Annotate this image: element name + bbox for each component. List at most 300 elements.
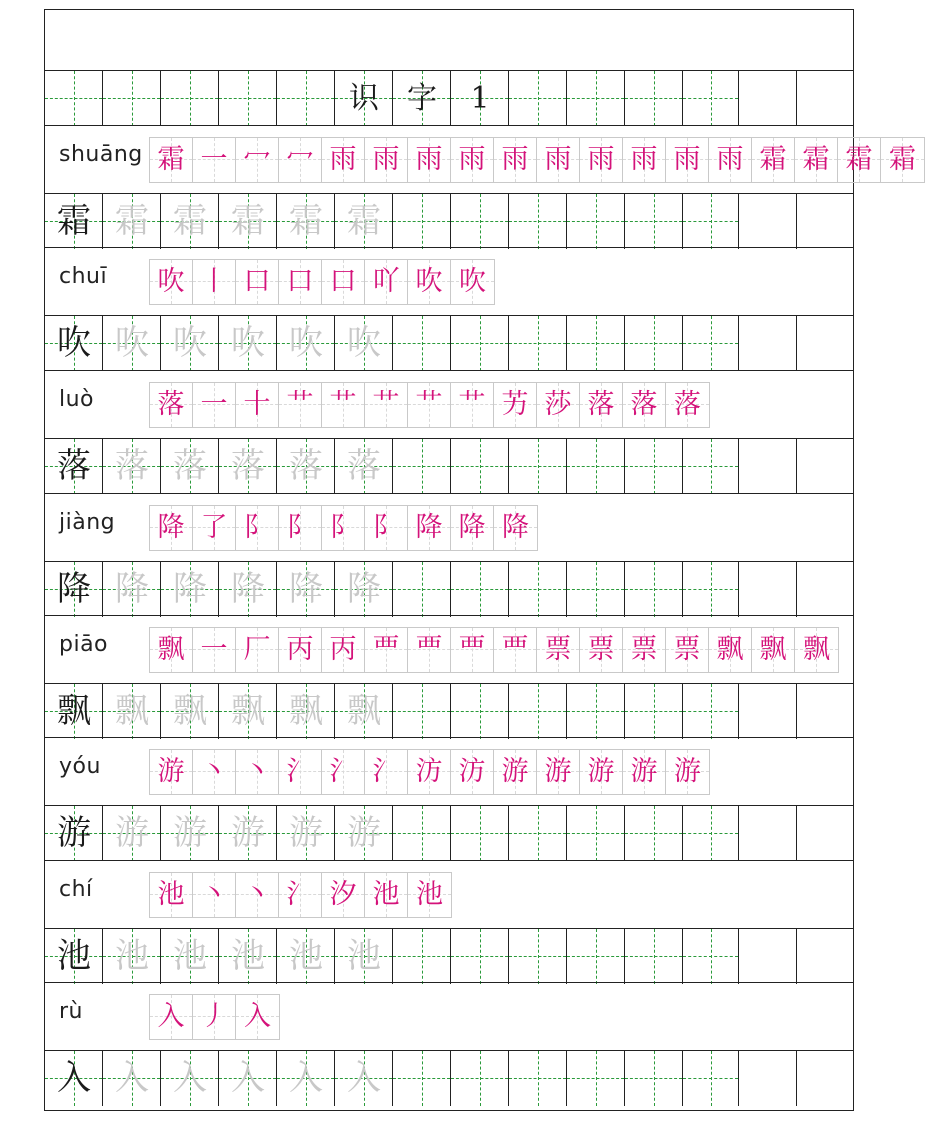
- grid-cell[interactable]: [567, 806, 625, 861]
- grid-cell[interactable]: [393, 194, 451, 249]
- stroke-step: [451, 506, 494, 550]
- stroke-step-char: 票: [630, 634, 658, 665]
- trace-char: 降: [115, 569, 149, 609]
- stroke-step-char: 票: [673, 634, 701, 665]
- grid-cell[interactable]: [451, 1051, 509, 1106]
- stroke-step-char: 入: [244, 1001, 271, 1032]
- grid-cell[interactable]: [797, 316, 855, 371]
- stroke-step-char: 雨: [630, 144, 658, 175]
- trace-char: 霜: [115, 201, 149, 241]
- guide-line: [654, 562, 655, 617]
- stroke-step: [236, 750, 279, 794]
- grid-cell[interactable]: [625, 562, 683, 617]
- stroke-step-char: 飘: [157, 634, 185, 665]
- stroke-step: [236, 995, 279, 1039]
- trace-char: 游: [347, 813, 381, 853]
- pinyin-label: yóu: [59, 754, 101, 779]
- stroke-step-char: 飘: [716, 634, 744, 665]
- stroke-step-char: 池: [372, 879, 400, 910]
- stroke-step-char: 丙: [286, 634, 314, 665]
- grid-cell[interactable]: [625, 439, 683, 494]
- stroke-order-strip: [149, 872, 452, 918]
- stroke-step: [150, 260, 193, 304]
- practice-row: [45, 1050, 853, 1105]
- grid-cell[interactable]: [625, 806, 683, 861]
- stroke-step: [365, 383, 408, 427]
- grid-cell[interactable]: [509, 439, 567, 494]
- grid-cell[interactable]: [683, 806, 739, 861]
- trace-char: 游: [115, 813, 149, 853]
- practice-row: [45, 928, 853, 983]
- title-char: 识: [349, 81, 379, 116]
- guide-line: [711, 71, 712, 126]
- grid-cell[interactable]: [797, 1051, 855, 1106]
- stroke-step-char: 阝: [286, 512, 314, 543]
- model-char: 降: [57, 569, 91, 609]
- trace-char: 吹: [231, 323, 265, 363]
- stroke-step: [494, 506, 537, 550]
- guide-line: [711, 562, 712, 617]
- guide-line: [422, 1051, 423, 1106]
- guide-line: [480, 684, 481, 739]
- stroke-step: [236, 506, 279, 550]
- grid-cell[interactable]: [797, 71, 855, 126]
- pinyin-label: shuāng: [59, 142, 143, 167]
- grid-cell[interactable]: [45, 71, 103, 126]
- grid-cell[interactable]: [567, 1051, 625, 1106]
- guide-line: [480, 439, 481, 494]
- stroke-step: [709, 628, 752, 672]
- grid-cell[interactable]: [739, 929, 797, 984]
- stroke-step-char: 池: [416, 879, 443, 910]
- guide-line: [538, 684, 539, 739]
- stroke-step: [408, 506, 451, 550]
- stroke-step-char: 降: [415, 512, 443, 543]
- stroke-step: [666, 628, 709, 672]
- guide-line: [711, 1051, 712, 1106]
- pinyin-label: chí: [59, 877, 93, 902]
- stroke-step: [666, 750, 709, 794]
- stroke-step: [709, 138, 752, 182]
- stroke-step-char: 吹: [459, 266, 486, 297]
- practice-row: [45, 193, 853, 248]
- title-char: 字: [407, 81, 437, 116]
- stroke-step-char: 丙: [329, 634, 357, 665]
- stroke-step: [494, 628, 537, 672]
- stroke-step: [451, 138, 494, 182]
- stroke-step-char: 口: [286, 266, 314, 297]
- stroke-step: [795, 138, 838, 182]
- guide-line: [596, 684, 597, 739]
- stroke-step-char: 十: [243, 389, 271, 420]
- stroke-step-char: 降: [458, 512, 486, 543]
- trace-char: 飘: [231, 691, 265, 731]
- trace-char: 池: [231, 936, 265, 976]
- guide-line: [654, 806, 655, 861]
- guide-line: [538, 1051, 539, 1106]
- stroke-step: [537, 750, 580, 794]
- grid-cell[interactable]: [683, 929, 739, 984]
- practice-row: [45, 315, 853, 370]
- worksheet: [44, 9, 916, 1111]
- grid-cell[interactable]: [739, 684, 797, 739]
- stroke-step: [193, 138, 236, 182]
- stroke-step-char: 霜: [845, 144, 873, 175]
- stroke-step-char: 落: [674, 389, 701, 420]
- stroke-step: [193, 506, 236, 550]
- stroke-step-char: 吖: [372, 266, 400, 297]
- grid-cell[interactable]: [683, 194, 739, 249]
- grid-cell[interactable]: [509, 316, 567, 371]
- stroke-order-strip: [149, 505, 538, 551]
- grid-cell[interactable]: [393, 806, 451, 861]
- trace-char: 吹: [347, 323, 381, 363]
- trace-char: 降: [289, 569, 323, 609]
- guide-line: [654, 439, 655, 494]
- model-char: 入: [57, 1058, 91, 1098]
- guide-line: [422, 806, 423, 861]
- grid-cell[interactable]: [451, 316, 509, 371]
- model-char: 霜: [57, 201, 91, 241]
- grid-cell[interactable]: [683, 316, 739, 371]
- grid-cell[interactable]: [451, 194, 509, 249]
- stroke-step-char: 入: [157, 1001, 185, 1032]
- model-char: 落: [57, 446, 91, 486]
- stroke-order-row: [45, 982, 853, 1050]
- trace-char: 飘: [115, 691, 149, 731]
- guide-line: [422, 562, 423, 617]
- guide-line: [596, 71, 597, 126]
- grid-cell[interactable]: [625, 316, 683, 371]
- grid-cell[interactable]: [451, 684, 509, 739]
- grid-cell[interactable]: [393, 316, 451, 371]
- stroke-step-char: 飘: [759, 634, 787, 665]
- stroke-step: [795, 628, 838, 672]
- grid-cell[interactable]: [161, 71, 219, 126]
- stroke-step: [537, 138, 580, 182]
- trace-char: 飘: [289, 691, 323, 731]
- grid-cell[interactable]: [509, 806, 567, 861]
- grid-cell[interactable]: [393, 929, 451, 984]
- grid-cell[interactable]: [393, 439, 451, 494]
- guide-line: [538, 929, 539, 984]
- stroke-step-char: 汐: [329, 879, 357, 910]
- stroke-step-char: 丶: [243, 879, 271, 910]
- stroke-step-char: 一: [200, 389, 228, 420]
- stroke-step-char: 覀: [372, 634, 400, 665]
- stroke-step: [193, 873, 236, 917]
- stroke-step: [279, 260, 322, 304]
- guide-line: [711, 806, 712, 861]
- grid-cell[interactable]: [683, 562, 739, 617]
- guide-line: [711, 194, 712, 249]
- grid-cell[interactable]: [567, 439, 625, 494]
- stroke-step-char: 氵: [372, 756, 400, 787]
- grid-cell[interactable]: [277, 71, 335, 126]
- stroke-step-char: 厂: [243, 634, 271, 665]
- stroke-step-char: 了: [200, 512, 228, 543]
- stroke-step-char: 汸: [458, 756, 486, 787]
- stroke-step: [580, 628, 623, 672]
- trace-char: 落: [115, 446, 149, 486]
- practice-row: [45, 561, 853, 616]
- stroke-step-char: 一: [200, 634, 228, 665]
- trace-char: 池: [173, 936, 207, 976]
- grid-cell[interactable]: [797, 929, 855, 984]
- grid-cell[interactable]: [739, 806, 797, 861]
- stroke-step-char: 吹: [157, 266, 185, 297]
- guide-line: [711, 439, 712, 494]
- guide-line: [74, 71, 75, 126]
- grid-cell[interactable]: [797, 684, 855, 739]
- model-char: 吹: [57, 323, 91, 363]
- stroke-step-char: 落: [630, 389, 658, 420]
- stroke-step: [365, 138, 408, 182]
- stroke-step: [322, 506, 365, 550]
- pinyin-label: piāo: [59, 632, 109, 657]
- stroke-step-char: 艹: [372, 389, 400, 420]
- grid-cell[interactable]: [567, 194, 625, 249]
- stroke-step: [193, 260, 236, 304]
- guide-line: [480, 316, 481, 371]
- stroke-step-char: 雨: [587, 144, 615, 175]
- stroke-step: [236, 628, 279, 672]
- guide-line: [711, 684, 712, 739]
- stroke-step-char: 雨: [329, 144, 357, 175]
- grid-cell[interactable]: [567, 71, 625, 126]
- stroke-order-strip: [149, 382, 710, 428]
- guide-line: [480, 562, 481, 617]
- guide-line: [480, 194, 481, 249]
- grid-cell[interactable]: [739, 71, 797, 126]
- pinyin-label: jiàng: [59, 510, 116, 535]
- stroke-step: [451, 750, 494, 794]
- stroke-step-char: 霜: [802, 144, 830, 175]
- stroke-step-char: 氵: [286, 879, 314, 910]
- stroke-step-char: 雨: [544, 144, 572, 175]
- stroke-step: [537, 628, 580, 672]
- stroke-step: [623, 750, 666, 794]
- stroke-step: [623, 383, 666, 427]
- stroke-order-row: [45, 737, 853, 805]
- grid-cell[interactable]: [625, 684, 683, 739]
- grid-cell[interactable]: [509, 684, 567, 739]
- grid-cell[interactable]: [625, 929, 683, 984]
- grid-cell[interactable]: [567, 562, 625, 617]
- grid-cell[interactable]: [739, 439, 797, 494]
- grid-cell[interactable]: [509, 1051, 567, 1106]
- stroke-order-row: [45, 370, 853, 438]
- guide-line: [538, 71, 539, 126]
- stroke-step: [150, 138, 193, 182]
- model-char: 游: [57, 813, 91, 853]
- grid-cell[interactable]: [739, 316, 797, 371]
- stroke-step: [322, 383, 365, 427]
- grid-cell[interactable]: [103, 71, 161, 126]
- stroke-order-strip: [149, 137, 925, 183]
- pinyin-label: rù: [59, 999, 83, 1024]
- grid-cell[interactable]: [451, 929, 509, 984]
- grid-cell[interactable]: [509, 562, 567, 617]
- stroke-step-char: 艻: [501, 389, 529, 420]
- trace-char: 池: [289, 936, 323, 976]
- guide-line: [596, 806, 597, 861]
- stroke-step: [193, 383, 236, 427]
- stroke-step: [365, 506, 408, 550]
- grid-cell[interactable]: [739, 194, 797, 249]
- grid-cell[interactable]: [683, 439, 739, 494]
- stroke-step-char: 游: [630, 756, 658, 787]
- grid-cell[interactable]: [509, 929, 567, 984]
- grid-cell[interactable]: [509, 71, 567, 126]
- stroke-step: [838, 138, 881, 182]
- grid-cell[interactable]: [567, 684, 625, 739]
- stroke-step-char: 丿: [200, 1001, 228, 1032]
- guide-line: [596, 562, 597, 617]
- stroke-order-row: [45, 860, 853, 928]
- stroke-step-char: 降: [502, 512, 529, 543]
- stroke-step: [580, 750, 623, 794]
- grid-cell[interactable]: [393, 1051, 451, 1106]
- stroke-step: [365, 750, 408, 794]
- stroke-step: [365, 873, 408, 917]
- stroke-step: [322, 750, 365, 794]
- grid-cell[interactable]: [567, 316, 625, 371]
- stroke-step-char: 艹: [329, 389, 357, 420]
- trace-char: 落: [173, 446, 207, 486]
- grid-cell[interactable]: [683, 1051, 739, 1106]
- grid-cell[interactable]: [509, 194, 567, 249]
- pinyin-label: chuī: [59, 264, 108, 289]
- stroke-step: [580, 383, 623, 427]
- guide-line: [538, 316, 539, 371]
- grid-cell[interactable]: [797, 439, 855, 494]
- guide-line: [190, 71, 191, 126]
- grid-cell[interactable]: [797, 194, 855, 249]
- stroke-step: [752, 138, 795, 182]
- guide-line: [306, 71, 307, 126]
- stroke-step-char: 口: [243, 266, 271, 297]
- guide-line: [422, 316, 423, 371]
- stroke-step: [580, 138, 623, 182]
- trace-char: 降: [231, 569, 265, 609]
- stroke-step: [150, 995, 193, 1039]
- grid-cell[interactable]: [625, 71, 683, 126]
- stroke-order-strip: [149, 994, 280, 1040]
- grid-cell[interactable]: [451, 439, 509, 494]
- stroke-step: [279, 383, 322, 427]
- stroke-step: [408, 628, 451, 672]
- stroke-step: [150, 628, 193, 672]
- grid-cell[interactable]: [683, 684, 739, 739]
- stroke-step-char: 池: [157, 879, 185, 910]
- guide-line: [654, 194, 655, 249]
- stroke-step-char: 雨: [372, 144, 400, 175]
- grid-cell[interactable]: [451, 806, 509, 861]
- trace-char: 游: [289, 813, 323, 853]
- stroke-step: [408, 383, 451, 427]
- stroke-step-char: 氵: [329, 756, 357, 787]
- stroke-step-char: 游: [157, 756, 185, 787]
- trace-char: 入: [347, 1058, 381, 1098]
- stroke-step-char: 霜: [759, 144, 787, 175]
- stroke-step: [666, 138, 709, 182]
- guide-line: [248, 71, 249, 126]
- grid-cell[interactable]: [393, 562, 451, 617]
- guide-line: [596, 316, 597, 371]
- stroke-order-row: [45, 247, 853, 315]
- stroke-step-char: 雨: [415, 144, 443, 175]
- stroke-step-char: 吹: [415, 266, 443, 297]
- trace-char: 吹: [115, 323, 149, 363]
- grid-cell[interactable]: [739, 562, 797, 617]
- grid-cell[interactable]: [797, 562, 855, 617]
- stroke-step-char: 阝: [329, 512, 357, 543]
- stroke-step: [279, 628, 322, 672]
- trace-char: 降: [173, 569, 207, 609]
- practice-row: [45, 438, 853, 493]
- stroke-order-strip: [149, 259, 495, 305]
- guide-line: [480, 929, 481, 984]
- stroke-step-char: 莎: [544, 389, 572, 420]
- trace-char: 入: [231, 1058, 265, 1098]
- trace-char: 吹: [289, 323, 323, 363]
- stroke-step: [494, 750, 537, 794]
- trace-char: 游: [173, 813, 207, 853]
- stroke-step-char: 一: [200, 144, 228, 175]
- stroke-step-char: 冖: [243, 144, 271, 175]
- model-char: 池: [57, 936, 91, 976]
- grid-cell[interactable]: [567, 929, 625, 984]
- guide-line: [132, 71, 133, 126]
- guide-line: [422, 684, 423, 739]
- stroke-step-char: 阝: [372, 512, 400, 543]
- trace-char: 霜: [173, 201, 207, 241]
- grid-cell[interactable]: [739, 1051, 797, 1106]
- stroke-step-char: 丶: [200, 756, 228, 787]
- stroke-step-char: 覀: [458, 634, 486, 665]
- pinyin-label: luò: [59, 387, 95, 412]
- guide-line: [596, 1051, 597, 1106]
- trace-char: 池: [347, 936, 381, 976]
- guide-line: [538, 562, 539, 617]
- grid-cell[interactable]: [625, 1051, 683, 1106]
- trace-char: 降: [347, 569, 381, 609]
- grid-cell[interactable]: [393, 684, 451, 739]
- trace-char: 霜: [289, 201, 323, 241]
- stroke-step: [322, 138, 365, 182]
- stroke-step-char: 票: [587, 634, 615, 665]
- guide-line: [596, 439, 597, 494]
- stroke-step-char: 游: [501, 756, 529, 787]
- practice-row: [45, 683, 853, 738]
- grid-cell[interactable]: [797, 806, 855, 861]
- grid-cell[interactable]: [683, 71, 739, 126]
- stroke-step-char: 覀: [501, 634, 529, 665]
- stroke-step-char: 霜: [157, 144, 185, 175]
- grid-cell[interactable]: [625, 194, 683, 249]
- trace-char: 入: [115, 1058, 149, 1098]
- stroke-step-char: 丶: [243, 756, 271, 787]
- guide-line: [538, 194, 539, 249]
- stroke-step: [881, 138, 924, 182]
- grid-cell[interactable]: [219, 71, 277, 126]
- stroke-step: [279, 750, 322, 794]
- stroke-step-char: 游: [674, 756, 701, 787]
- grid-cell[interactable]: [451, 562, 509, 617]
- guide-line: [538, 439, 539, 494]
- stroke-step-char: 飘: [803, 634, 830, 665]
